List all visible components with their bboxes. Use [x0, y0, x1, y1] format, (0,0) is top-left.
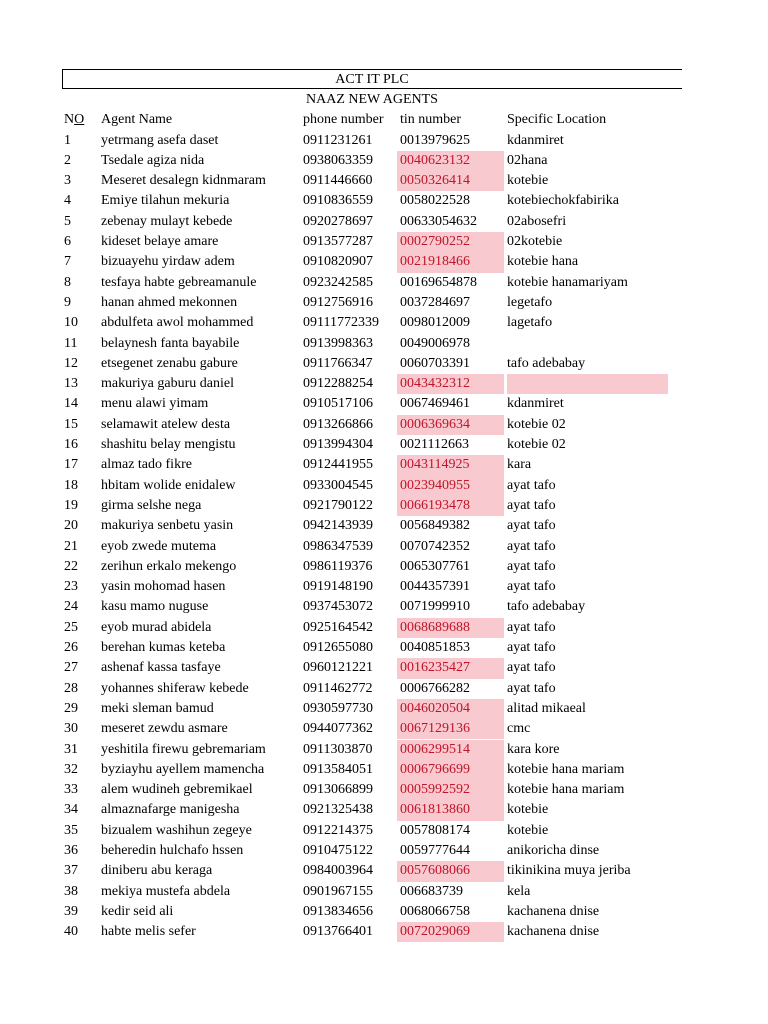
row-number: 4: [64, 193, 71, 209]
row-number: 9: [64, 294, 71, 310]
phone-number-cell: 0910836559: [303, 193, 373, 209]
phone-number-cell: 0925164542: [303, 619, 373, 635]
location-cell: kotebie: [507, 173, 549, 189]
agent-name-cell: makuriya gaburu daniel: [101, 376, 234, 392]
agent-name-cell: bizualem washihun zegeye: [101, 822, 252, 838]
location-cell: kela: [507, 883, 531, 899]
location-cell: cmc: [507, 721, 531, 737]
row-number: 20: [64, 518, 78, 534]
tin-number-cell: 0006766282: [400, 680, 470, 696]
row-number: 21: [64, 538, 78, 554]
phone-number-cell: 0986347539: [303, 538, 373, 554]
tin-number-cell: 0056849382: [400, 518, 470, 534]
row-number: 40: [64, 924, 78, 940]
phone-number-cell: 0911446660: [303, 173, 373, 189]
location-cell: kotebiechokfabirika: [507, 193, 619, 209]
agent-name-cell: tesfaya habte gebreamanule: [101, 274, 257, 290]
agent-name-cell: shashitu belay mengistu: [101, 437, 236, 452]
row-number: 33: [64, 782, 78, 798]
table-row: [0, 537, 768, 557]
tin-number-cell: 0040623132: [397, 151, 504, 171]
table-row: [0, 557, 768, 577]
tin-number-cell: 006683739: [400, 883, 463, 899]
phone-number-cell: 0911766347: [303, 355, 373, 371]
location-cell: kotebie 02: [507, 416, 566, 432]
header-tin-number: tin number: [400, 112, 462, 127]
phone-number-cell: 0912441955: [303, 457, 373, 473]
column-header-row: [0, 110, 768, 130]
header-no-underlined: O: [74, 112, 85, 127]
row-number: 31: [64, 741, 78, 757]
agent-name-cell: ashenaf kassa tasfaye: [101, 660, 221, 676]
phone-number-cell: 0920278697: [303, 213, 373, 229]
row-number: 8: [64, 274, 71, 290]
agent-name-cell: mekiya mustefa abdela: [101, 883, 231, 899]
phone-number-cell: 0911462772: [303, 680, 373, 696]
agent-name-cell: belaynesh fanta bayabile: [101, 335, 240, 351]
location-cell: ayat tafo: [507, 660, 556, 676]
row-number: 15: [64, 416, 78, 432]
location-cell: ayat tafo: [507, 619, 556, 635]
location-cell: tikinikina muya jeriba: [507, 863, 631, 879]
phone-number-cell: 0944077362: [303, 721, 373, 737]
agent-name-cell: byziayhu ayellem mamencha: [101, 761, 265, 777]
row-number: 24: [64, 599, 78, 615]
phone-number-cell: 0919148190: [303, 579, 373, 595]
tin-number-cell: 0023940955: [397, 476, 504, 496]
tin-number-cell: 0072029069: [397, 922, 504, 942]
phone-number-cell: 0912756916: [303, 294, 373, 310]
location-cell: ayat tafo: [507, 497, 556, 513]
tin-number-cell: 0061813860: [397, 800, 504, 820]
table-row: [0, 902, 768, 922]
phone-number-cell: 0912214375: [303, 822, 373, 838]
tin-number-cell: 0002790252: [397, 232, 504, 252]
agent-name-cell: eyob zwede mutema: [101, 538, 217, 554]
agent-name-cell: etsegenet zenabu gabure: [101, 355, 238, 371]
row-number: 28: [64, 680, 78, 696]
phone-number-cell: 0911231261: [303, 132, 373, 148]
agent-name-cell: habte melis sefer: [101, 924, 196, 940]
phone-number-cell: 0921325438: [303, 802, 373, 818]
row-number: 13: [64, 376, 78, 392]
row-number: 5: [64, 213, 71, 229]
row-number: 16: [64, 437, 78, 452]
agent-name-cell: almaz tado fikre: [101, 457, 192, 473]
table-row: [0, 618, 768, 638]
row-number: 10: [64, 315, 78, 331]
tin-number-cell: 0071999910: [400, 599, 470, 615]
agent-name-cell: meseret zewdu asmare: [101, 721, 228, 737]
tin-number-cell: 0043432312: [397, 374, 504, 394]
location-cell: kotebie 02: [507, 437, 566, 452]
sheet-subtitle: NAAZ NEW AGENTS: [306, 92, 438, 107]
phone-number-cell: 0913834656: [303, 903, 373, 919]
agent-name-cell: Meseret desalegn kidnmaram: [101, 173, 266, 189]
tin-number-cell: 0067469461: [400, 396, 470, 412]
location-cell: [507, 374, 668, 394]
table-row: [0, 151, 768, 171]
phone-number-cell: 09111772339: [303, 315, 379, 331]
location-cell: 02kotebie: [507, 234, 563, 249]
location-cell: ayat tafo: [507, 558, 556, 574]
table-row: [0, 760, 768, 780]
table-row: [0, 922, 768, 942]
phone-number-cell: 0913998363: [303, 335, 373, 351]
phone-number-cell: 0933004545: [303, 477, 373, 493]
location-cell: kdanmiret: [507, 396, 564, 412]
table-row: [0, 658, 768, 678]
tin-number-cell: 0044357391: [400, 579, 470, 595]
table-row: [0, 882, 768, 902]
table-row: [0, 293, 768, 313]
table-row: [0, 821, 768, 841]
location-cell: kotebie hana: [507, 254, 579, 270]
table-row: [0, 516, 768, 536]
phone-number-cell: 0938063359: [303, 152, 373, 168]
location-cell: kachanena dnise: [507, 903, 600, 919]
table-row: [0, 171, 768, 191]
table-row: [0, 374, 768, 394]
table-row: [0, 455, 768, 475]
table-row: [0, 699, 768, 719]
agent-name-cell: hanan ahmed mekonnen: [101, 294, 238, 310]
agent-name-cell: kideset belaye amare: [101, 234, 219, 249]
location-cell: ayat tafo: [507, 477, 556, 493]
row-number: 11: [64, 335, 78, 351]
location-cell: kdanmiret: [507, 132, 564, 148]
tin-number-cell: 0068066758: [400, 903, 470, 919]
table-row: [0, 212, 768, 232]
tin-number-cell: 0006796699: [397, 760, 504, 780]
tin-number-cell: 0043114925: [397, 455, 504, 475]
location-cell: 02abosefri: [507, 213, 567, 229]
tin-number-cell: 0013979625: [400, 132, 470, 148]
agent-name-cell: almaznafarge manigesha: [101, 802, 240, 818]
table-row: [0, 679, 768, 699]
location-cell: ayat tafo: [507, 680, 556, 696]
header-no-prefix: N: [64, 112, 75, 127]
agent-name-cell: Tsedale agiza nida: [101, 152, 205, 168]
location-cell: ayat tafo: [507, 579, 556, 595]
table-row: [0, 597, 768, 617]
location-cell: kachanena dnise: [507, 924, 600, 940]
agent-name-cell: abdulfeta awol mohammed: [101, 315, 254, 331]
table-row: [0, 780, 768, 800]
location-cell: kara: [507, 457, 532, 473]
tin-number-cell: 0040851853: [400, 640, 470, 655]
table-row: [0, 273, 768, 293]
location-cell: [507, 334, 668, 354]
tin-number-cell: 0046020504: [397, 699, 504, 719]
table-row: [0, 252, 768, 272]
row-number: 6: [64, 234, 71, 249]
table-row: [0, 394, 768, 414]
tin-number-cell: 0059777644: [400, 843, 470, 858]
table-row: [0, 638, 768, 658]
phone-number-cell: 0910475122: [303, 843, 373, 858]
agent-name-cell: yasin mohomad hasen: [101, 579, 226, 595]
agent-name-cell: yetrmang asefa daset: [101, 132, 219, 148]
tin-number-cell: 00633054632: [400, 213, 477, 229]
row-number: 26: [64, 640, 78, 655]
table-row: [0, 476, 768, 496]
table-row: [0, 800, 768, 820]
tin-number-cell: 0050326414: [397, 171, 504, 191]
location-cell: kotebie hana mariam: [507, 782, 625, 798]
row-number: 22: [64, 558, 78, 574]
tin-number-cell: 00169654878: [400, 274, 477, 290]
location-cell: tafo adebabay: [507, 355, 586, 371]
phone-number-cell: 0921790122: [303, 497, 373, 513]
row-number: 1: [64, 132, 71, 148]
tin-number-cell: 0066193478: [397, 496, 504, 516]
location-cell: kara kore: [507, 741, 560, 757]
table-row: [0, 577, 768, 597]
row-number: 27: [64, 660, 78, 676]
row-number: 39: [64, 903, 78, 919]
phone-number-cell: 0942143939: [303, 518, 373, 534]
row-number: 23: [64, 579, 78, 595]
row-number: 19: [64, 497, 78, 513]
location-cell: legetafo: [507, 294, 553, 310]
tin-number-cell: 0067129136: [397, 719, 504, 739]
row-number: 25: [64, 619, 78, 635]
row-number: 14: [64, 396, 78, 412]
agent-name-cell: selamawit atelew desta: [101, 416, 231, 432]
row-number: 32: [64, 761, 78, 777]
location-cell: ayat tafo: [507, 518, 556, 534]
tin-number-cell: 0060703391: [400, 355, 470, 371]
agent-name-cell: berehan kumas keteba: [101, 640, 226, 655]
location-cell: kotebie hana mariam: [507, 761, 625, 777]
phone-number-cell: 0913994304: [303, 437, 373, 452]
agent-name-cell: meki sleman bamud: [101, 700, 214, 716]
table-row: [0, 354, 768, 374]
row-number: 3: [64, 173, 71, 189]
tin-number-cell: 0068689688: [397, 618, 504, 638]
row-number: 2: [64, 152, 71, 168]
row-number: 38: [64, 883, 78, 899]
location-cell: alitad mikaeal: [507, 700, 586, 716]
tin-number-cell: 0016235427: [397, 658, 504, 678]
agent-name-cell: yohannes shiferaw kebede: [101, 680, 249, 696]
location-cell: kotebie: [507, 822, 549, 838]
row-number: 34: [64, 802, 78, 818]
table-row: [0, 841, 768, 861]
phone-number-cell: 0910820907: [303, 254, 373, 270]
phone-number-cell: 0901967155: [303, 883, 373, 899]
tin-number-cell: 0098012009: [400, 315, 470, 331]
phone-number-cell: 0913766401: [303, 924, 373, 940]
table-row: [0, 861, 768, 881]
row-number: 35: [64, 822, 78, 838]
header-phone-number: phone number: [303, 112, 384, 127]
tin-number-cell: 0021112663: [400, 437, 469, 452]
header-specific-location: Specific Location: [507, 112, 607, 127]
location-cell: tafo adebabay: [507, 599, 586, 615]
table-row: [0, 191, 768, 211]
sheet-title: ACT IT PLC: [335, 72, 409, 87]
agent-name-cell: zerihun erkalo mekengo: [101, 558, 237, 574]
row-number: 7: [64, 254, 71, 270]
phone-number-cell: 0984003964: [303, 863, 373, 879]
row-number: 30: [64, 721, 78, 737]
phone-number-cell: 0930597730: [303, 700, 373, 716]
agent-name-cell: menu alawi yimam: [101, 396, 209, 412]
agent-name-cell: bizuayehu yirdaw adem: [101, 254, 235, 270]
tin-number-cell: 0049006978: [400, 335, 470, 351]
agent-name-cell: makuriya senbetu yasin: [101, 518, 234, 534]
location-cell: kotebie hanamariyam: [507, 274, 628, 290]
table-row: [0, 232, 768, 252]
agent-name-cell: alem wudineh gebremikael: [101, 782, 253, 798]
tin-number-cell: 0006299514: [397, 740, 504, 760]
table-row: [0, 131, 768, 151]
agent-name-cell: Emiye tilahun mekuria: [101, 193, 230, 209]
agent-name-cell: beheredin hulchafo hssen: [101, 843, 244, 858]
phone-number-cell: 0911303870: [303, 741, 373, 757]
tin-number-cell: 0037284697: [400, 294, 470, 310]
agent-name-cell: zebenay mulayt kebede: [101, 213, 233, 229]
table-row: [0, 719, 768, 739]
phone-number-cell: 0910517106: [303, 396, 373, 412]
table-row: [0, 313, 768, 333]
phone-number-cell: 0912655080: [303, 640, 373, 655]
agent-name-cell: eyob murad abidela: [101, 619, 212, 635]
agent-name-cell: diniberu abu keraga: [101, 863, 213, 879]
phone-number-cell: 0923242585: [303, 274, 373, 290]
phone-number-cell: 0986119376: [303, 558, 373, 574]
row-number: 29: [64, 700, 78, 716]
agent-name-cell: girma selshe nega: [101, 497, 202, 513]
tin-number-cell: 0006369634: [397, 415, 504, 435]
agent-name-cell: hbitam wolide enidalew: [101, 477, 236, 493]
phone-number-cell: 0912288254: [303, 376, 373, 392]
row-number: 12: [64, 355, 78, 371]
table-row: [0, 435, 768, 455]
phone-number-cell: 0913584051: [303, 761, 373, 777]
table-row: [0, 415, 768, 435]
tin-number-cell: 0070742352: [400, 538, 470, 554]
agent-name-cell: kedir seid ali: [101, 903, 174, 919]
phone-number-cell: 0937453072: [303, 599, 373, 615]
table-row: [0, 740, 768, 760]
row-number: 36: [64, 843, 78, 858]
phone-number-cell: 0913066899: [303, 782, 373, 798]
tin-number-cell: 0065307761: [400, 558, 470, 574]
location-cell: ayat tafo: [507, 538, 556, 554]
tin-number-cell: 0005992592: [397, 780, 504, 800]
location-cell: kotebie: [507, 802, 549, 818]
agent-name-cell: yeshitila firewu gebremariam: [101, 741, 266, 757]
header-no: [64, 110, 100, 130]
row-number: 18: [64, 477, 78, 493]
phone-number-cell: 0913266866: [303, 416, 373, 432]
phone-number-cell: 0960121221: [303, 660, 373, 676]
row-number: 37: [64, 863, 78, 879]
location-cell: 02hana: [507, 152, 548, 168]
tin-number-cell: 0058022528: [400, 193, 470, 209]
tin-number-cell: 0021918466: [397, 252, 504, 272]
header-agent-name: Agent Name: [101, 112, 173, 127]
phone-number-cell: 0913577287: [303, 234, 373, 249]
location-cell: anikoricha dinse: [507, 843, 600, 858]
location-cell: ayat tafo: [507, 640, 556, 655]
row-number: 17: [64, 457, 78, 473]
table-row: [0, 496, 768, 516]
tin-number-cell: 0057608066: [397, 861, 504, 881]
tin-number-cell: 0057808174: [400, 822, 470, 838]
location-cell: lagetafo: [507, 315, 553, 331]
agent-name-cell: kasu mamo nuguse: [101, 599, 209, 615]
table-row: [0, 334, 768, 354]
